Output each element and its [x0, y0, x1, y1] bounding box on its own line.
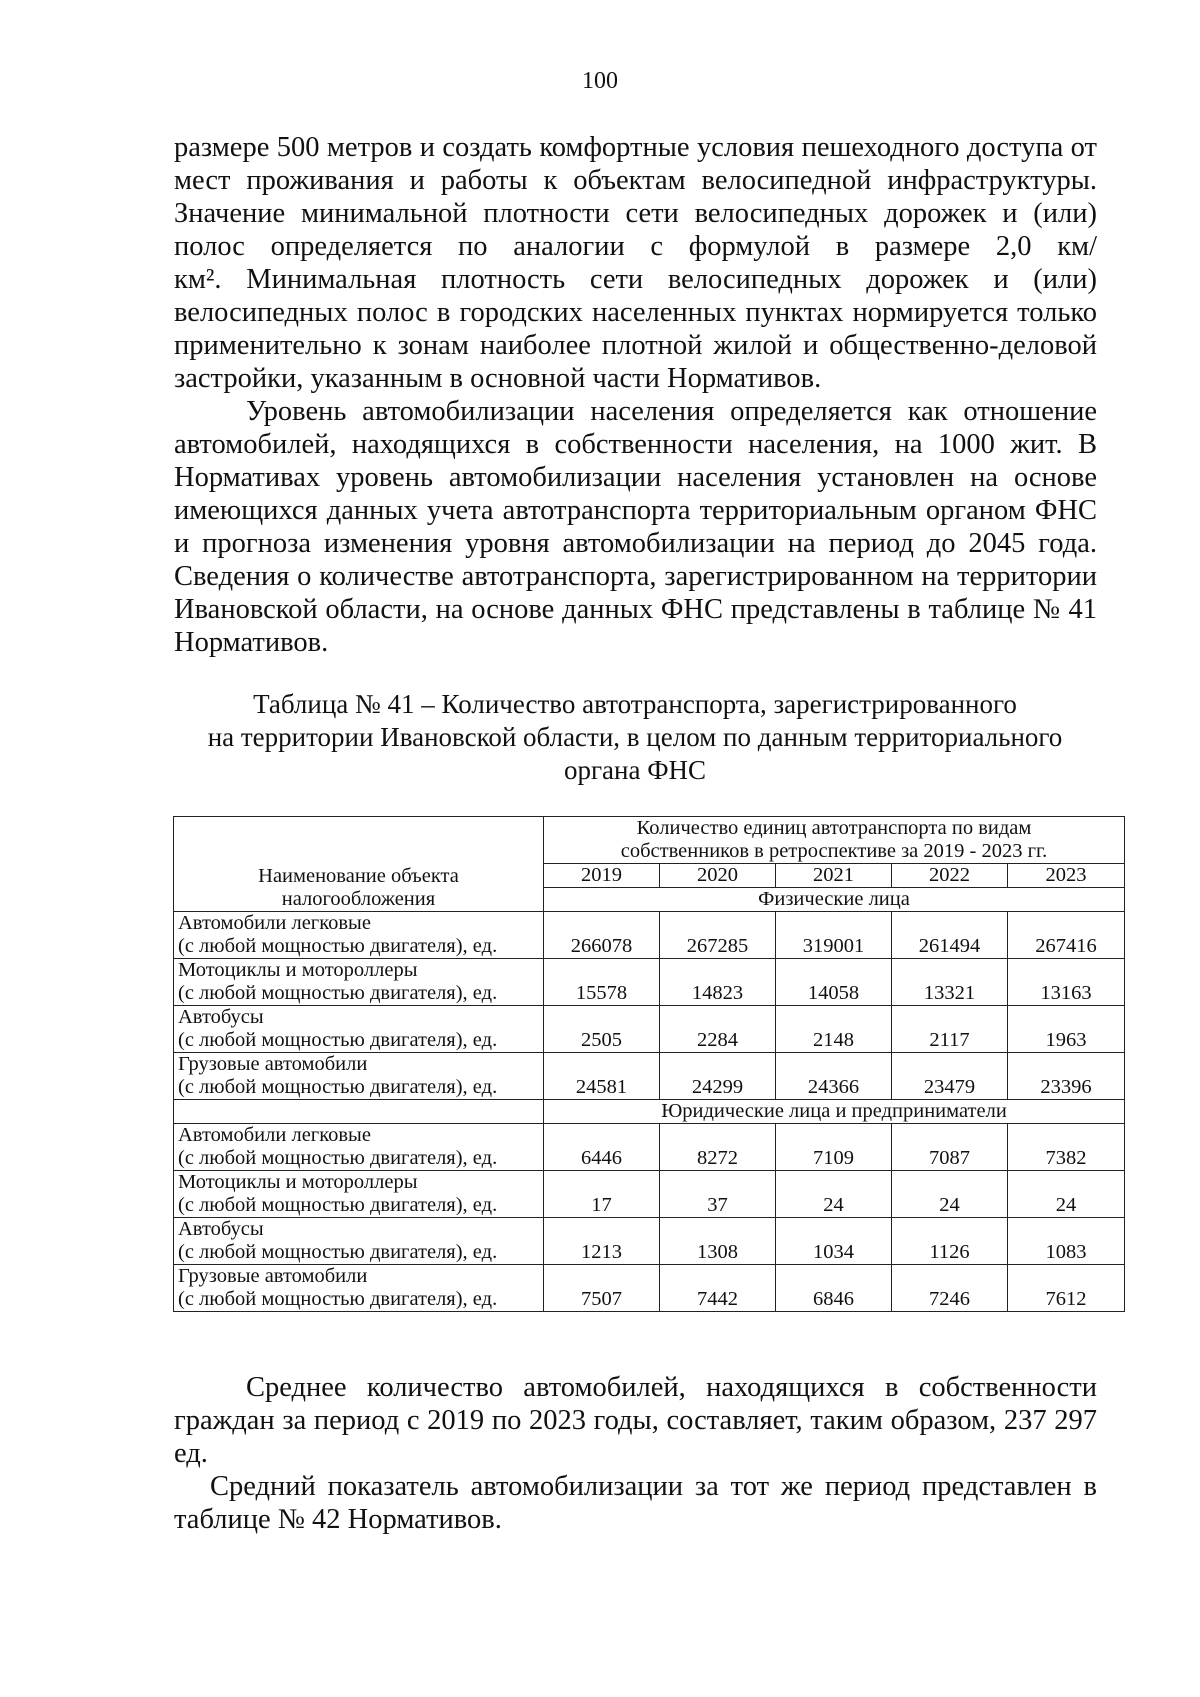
table-cell-value: 1308	[660, 1218, 776, 1265]
table-cell-value: 1083	[1008, 1218, 1125, 1265]
table-cell-value: 7442	[660, 1265, 776, 1312]
body-text-bottom	[174, 1371, 1097, 1536]
table-row	[174, 1053, 1125, 1100]
section-title: Юридические лица и предприниматели	[544, 1100, 1125, 1124]
paragraph-average-count: Среднее количество автомобилей, находящихся в собственности граждан за период с 2019 по 2023 годы, составляет, таким образом, 237 297 ед.	[174, 1372, 1097, 1469]
paragraph-bicycle-density: размере 500 метров и создать комфортные условия пешеходного доступа от мест проживания и работы к объектам велосипедной инфраструктуры. Значение минимальной плотности сети велосипедных дорожек и (или) полос определяется по аналогии с формулой в размере 2,0 км/км². Минимальная плотность сети велосипедных дорожек и (или) велосипедных полос в городских населенных пунктах нормируется только применительно к зонам наиболее плотной жилой и общественно-деловой застройки, указанным в основной части Нормативов.	[174, 132, 1097, 394]
section-title: Физические лица	[544, 888, 1125, 912]
table-row	[174, 912, 1125, 959]
table-row	[174, 1171, 1125, 1218]
table-cell-value: 2117	[892, 1006, 1008, 1053]
column-header-object-name: Наименование объекта налогообложения	[174, 817, 544, 912]
row-object-name: Грузовые автомобили (с любой мощностью двигателя), ед.	[174, 1265, 544, 1312]
table-cell-value: 15578	[544, 959, 660, 1006]
section-header-row	[174, 1100, 1125, 1124]
table-cell-value: 1963	[1008, 1006, 1125, 1053]
table-cell-value: 14823	[660, 959, 776, 1006]
table-cell-value: 23479	[892, 1053, 1008, 1100]
table-cell-value: 24	[1008, 1171, 1125, 1218]
table-cell-value: 1126	[892, 1218, 1008, 1265]
section-empty-cell	[174, 1100, 544, 1124]
table-row	[174, 959, 1125, 1006]
year-header: 2021	[776, 864, 892, 888]
page-number: 100	[582, 68, 618, 94]
table-cell-value: 1034	[776, 1218, 892, 1265]
table-cell-value: 24366	[776, 1053, 892, 1100]
year-header: 2020	[660, 864, 776, 888]
row-object-name: Автомобили легковые (с любой мощностью двигателя), ед.	[174, 1124, 544, 1171]
table-caption	[160, 688, 1110, 787]
table-cell-value: 7109	[776, 1124, 892, 1171]
row-object-name: Мотоциклы и мотороллеры (с любой мощностью двигателя), ед.	[174, 959, 544, 1006]
table-cell-value: 7087	[892, 1124, 1008, 1171]
paragraph-average-index: Средний показатель автомобилизации за тот же период представлен в таблице № 42 Нормативов.	[174, 1471, 1097, 1535]
table-cell-value: 7382	[1008, 1124, 1125, 1171]
table-cell-value: 2505	[544, 1006, 660, 1053]
vehicle-count-table	[173, 816, 1125, 1312]
table-cell-value: 267285	[660, 912, 776, 959]
row-object-name: Автобусы (с любой мощностью двигателя), ед.	[174, 1006, 544, 1053]
table-cell-value: 13163	[1008, 959, 1125, 1006]
year-header: 2019	[544, 864, 660, 888]
table-cell-value: 23396	[1008, 1053, 1125, 1100]
table-cell-value: 2284	[660, 1006, 776, 1053]
table-cell-value: 266078	[544, 912, 660, 959]
table-cell-value: 1213	[544, 1218, 660, 1265]
row-object-name: Грузовые автомобили (с любой мощностью двигателя), ед.	[174, 1053, 544, 1100]
table-cell-value: 24581	[544, 1053, 660, 1100]
column-header-vehicle-count: Количество единиц автотранспорта по видам собственников в ретроспективе за 2019 - 2023 гг.	[544, 817, 1125, 864]
table-cell-value: 6446	[544, 1124, 660, 1171]
table-cell-value: 2148	[776, 1006, 892, 1053]
table-row	[174, 1265, 1125, 1312]
table-cell-value: 24	[776, 1171, 892, 1218]
row-object-name: Мотоциклы и мотороллеры (с любой мощностью двигателя), ед.	[174, 1171, 544, 1218]
table-cell-value: 24	[892, 1171, 1008, 1218]
paragraph-motorization-level: Уровень автомобилизации населения определяется как отношение автомобилей, находящихся в собственности населения, на 1000 жит. В Нормативах уровень автомобилизации населения установлен на основе имеющихся данных учета автотранспорта территориальным органом ФНС и прогноза изменения уровня автомобилизации на период до 2045 года. Сведения о количестве автотранспорта, зарегистрированном на территории Ивановской области, на основе данных ФНС представлены в таблице № 41 Нормативов.	[174, 396, 1097, 658]
table-cell-value: 7507	[544, 1265, 660, 1312]
table-cell-value: 14058	[776, 959, 892, 1006]
table-cell-value: 319001	[776, 912, 892, 959]
year-header: 2023	[1008, 864, 1125, 888]
table-row	[174, 1218, 1125, 1265]
table-cell-value: 8272	[660, 1124, 776, 1171]
table-cell-value: 17	[544, 1171, 660, 1218]
table-caption-line: Таблица № 41 – Количество автотранспорта, зарегистрированного	[253, 689, 1017, 719]
table-cell-value: 261494	[892, 912, 1008, 959]
table-cell-value: 267416	[1008, 912, 1125, 959]
table-row	[174, 1006, 1125, 1053]
body-text-top	[174, 131, 1097, 659]
table-cell-value: 7612	[1008, 1265, 1125, 1312]
table-caption-line: на территории Ивановской области, в целом по данным территориального	[207, 722, 1063, 752]
table-caption-line: органа ФНС	[563, 755, 707, 785]
table-cell-value: 7246	[892, 1265, 1008, 1312]
row-object-name: Автобусы (с любой мощностью двигателя), ед.	[174, 1218, 544, 1265]
table-cell-value: 6846	[776, 1265, 892, 1312]
row-object-name: Автомобили легковые (с любой мощностью двигателя), ед.	[174, 912, 544, 959]
table-cell-value: 13321	[892, 959, 1008, 1006]
table-cell-value: 24299	[660, 1053, 776, 1100]
year-header: 2022	[892, 864, 1008, 888]
table-row	[174, 1124, 1125, 1171]
table-cell-value: 37	[660, 1171, 776, 1218]
